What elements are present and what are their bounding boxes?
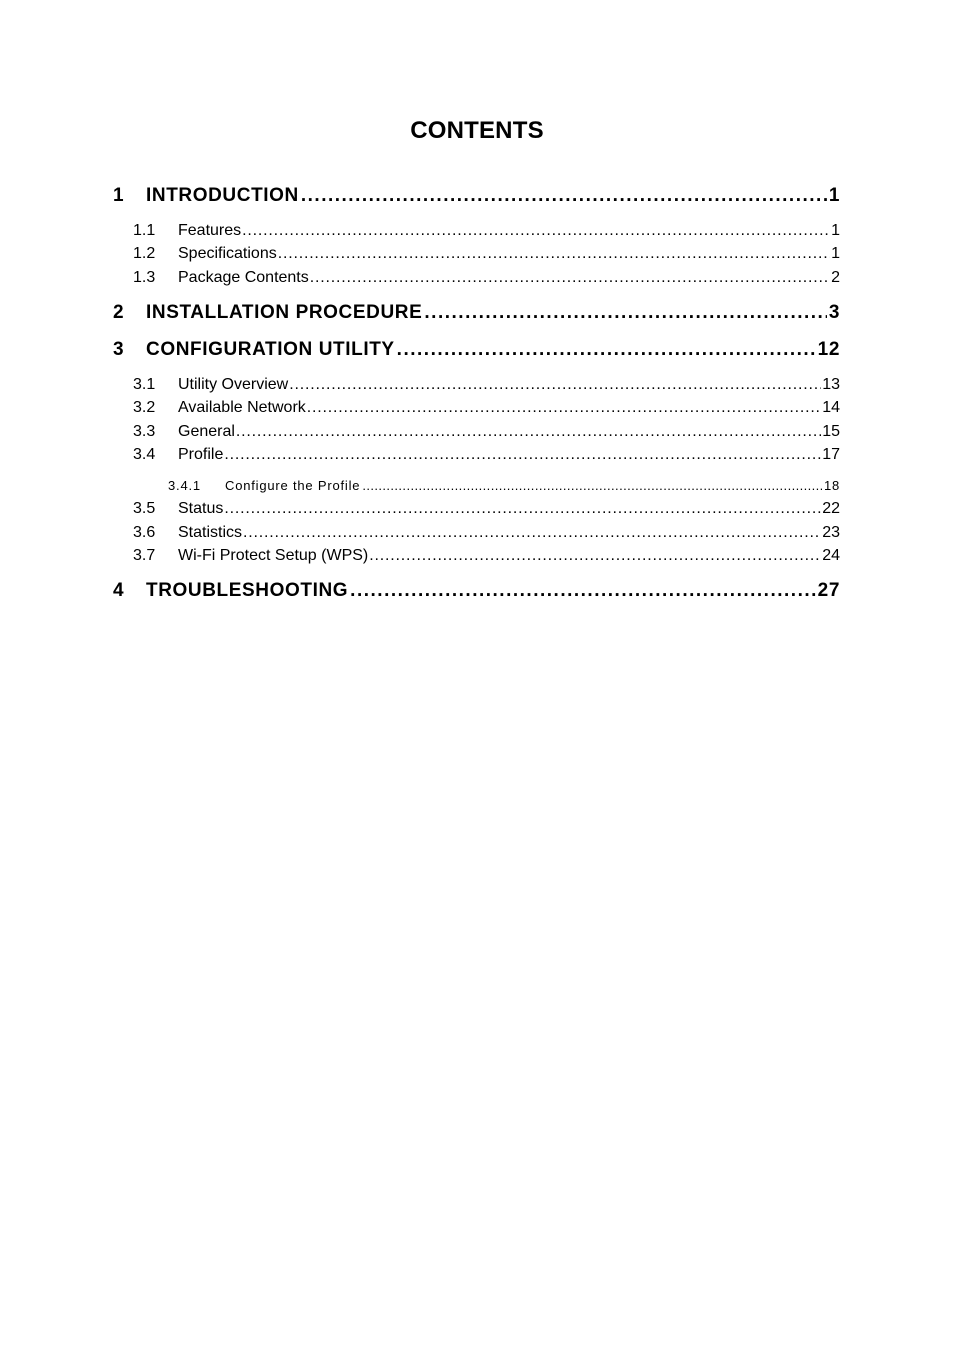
toc-number: 4 xyxy=(113,580,125,601)
toc-number: 2 xyxy=(113,302,125,323)
toc-page-number: 23 xyxy=(822,524,840,541)
toc-page-number: 17 xyxy=(822,446,840,463)
toc-number: 3 xyxy=(113,339,125,360)
toc-label: CONFIGURATION UTILITY xyxy=(146,339,395,360)
dot-leader xyxy=(243,522,821,544)
toc-entry-installation-procedure[interactable] xyxy=(113,299,840,327)
toc-page-number: 24 xyxy=(822,547,840,564)
toc-page-number: 1 xyxy=(831,245,840,262)
toc-entry-troubleshooting[interactable] xyxy=(113,577,840,605)
toc-label: Status xyxy=(178,500,224,517)
toc-entry-introduction[interactable] xyxy=(113,182,840,210)
toc-number: 1 xyxy=(113,185,125,206)
toc-label: Statistics xyxy=(178,524,243,541)
toc-page-number: 2 xyxy=(831,269,840,286)
toc-entry-package-contents[interactable] xyxy=(133,267,840,289)
toc-number: 1.3 xyxy=(133,269,156,286)
dot-leader xyxy=(362,476,822,496)
toc-label: Features xyxy=(178,222,242,239)
toc-page-number: 22 xyxy=(822,500,840,517)
toc-page-number: 14 xyxy=(822,399,840,416)
toc-page-number: 13 xyxy=(822,376,840,393)
toc-entry-status[interactable] xyxy=(133,498,840,520)
toc-number: 3.3 xyxy=(133,423,156,440)
dot-leader xyxy=(397,336,816,364)
dot-leader xyxy=(350,577,815,605)
toc-entry-available-network[interactable] xyxy=(133,397,840,419)
dot-leader xyxy=(369,545,821,567)
toc-page-number: 1 xyxy=(831,222,840,239)
dot-leader xyxy=(307,397,821,419)
toc-entry-configuration-utility[interactable] xyxy=(113,336,840,364)
toc-label: INSTALLATION PROCEDURE xyxy=(146,302,423,323)
toc-number: 1.1 xyxy=(133,222,156,239)
toc-page-number: 1 xyxy=(828,185,840,206)
toc-label: General xyxy=(178,423,235,440)
toc-page-number: 27 xyxy=(817,580,840,601)
toc-entry-specifications[interactable] xyxy=(133,243,840,265)
page-title: CONTENTS xyxy=(410,117,544,144)
toc-label: Available Network xyxy=(178,399,306,416)
toc-page-number: 18 xyxy=(823,478,840,493)
dot-leader xyxy=(224,498,821,520)
toc-number: 3.5 xyxy=(133,500,156,517)
toc-label: Specifications xyxy=(178,245,277,262)
toc-label: INTRODUCTION xyxy=(146,185,299,206)
toc-label: TROUBLESHOOTING xyxy=(146,580,349,601)
toc-entry-features[interactable] xyxy=(133,220,840,242)
toc-number: 3.4 xyxy=(133,446,156,463)
toc-label: Utility Overview xyxy=(178,376,289,393)
toc-number: 1.2 xyxy=(133,245,156,262)
dot-leader xyxy=(278,243,830,265)
toc-entry-wps[interactable] xyxy=(133,545,840,567)
toc-number: 3.7 xyxy=(133,547,156,564)
toc-number: 3.4.1 xyxy=(168,478,201,493)
toc-entry-general[interactable] xyxy=(133,421,840,443)
toc-number: 3.2 xyxy=(133,399,156,416)
dot-leader xyxy=(242,220,830,242)
dot-leader xyxy=(224,444,821,466)
toc-entry-configure-the-profile[interactable] xyxy=(168,476,840,496)
toc-entry-profile[interactable] xyxy=(133,444,840,466)
toc-number: 3.6 xyxy=(133,524,156,541)
toc-entry-statistics[interactable] xyxy=(133,522,840,544)
toc-label: Wi-Fi Protect Setup (WPS) xyxy=(178,547,369,564)
toc-label: Package Contents xyxy=(178,269,309,286)
toc-page-number: 12 xyxy=(817,339,840,360)
toc-page-number: 15 xyxy=(822,423,840,440)
dot-leader xyxy=(289,374,821,396)
dot-leader xyxy=(424,299,826,327)
toc-page-number: 3 xyxy=(828,302,840,323)
dot-leader xyxy=(301,182,827,210)
dot-leader xyxy=(236,421,821,443)
toc-label: Configure the Profile xyxy=(225,478,361,493)
toc-number: 3.1 xyxy=(133,376,156,393)
dot-leader xyxy=(310,267,830,289)
toc-label: Profile xyxy=(178,446,224,463)
toc-entry-utility-overview[interactable] xyxy=(133,374,840,396)
